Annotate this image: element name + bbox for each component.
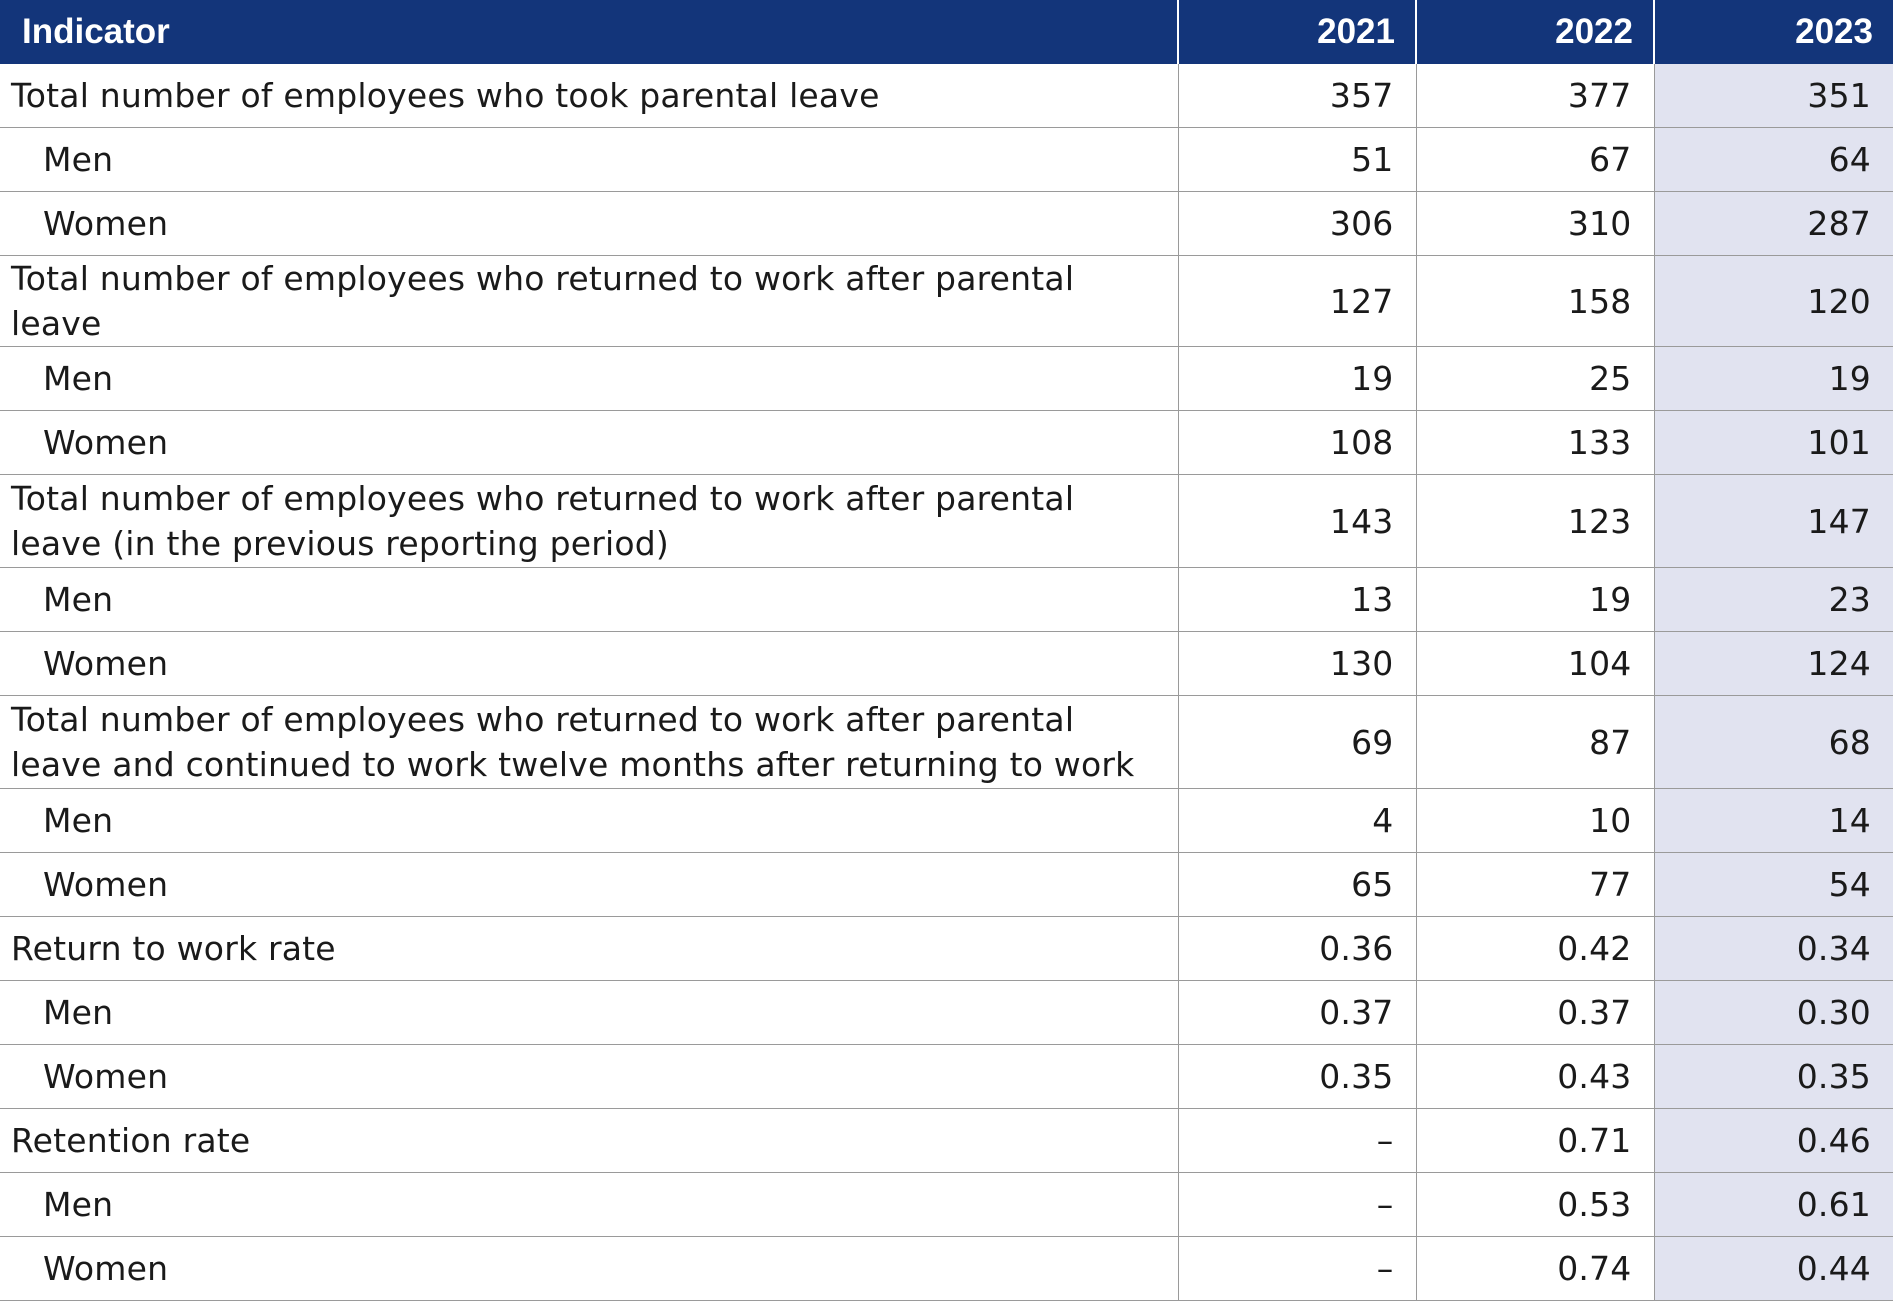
- value-2022: 0.43: [1416, 1045, 1654, 1109]
- row-label: Men: [0, 1173, 1178, 1237]
- value-2021: –: [1178, 1173, 1416, 1237]
- table-row: [0, 64, 1893, 128]
- row-label: Men: [0, 568, 1178, 632]
- row-label: Women: [0, 853, 1178, 917]
- value-2022: 0.71: [1416, 1109, 1654, 1173]
- value-2022: 0.74: [1416, 1237, 1654, 1301]
- row-label: Retention rate: [0, 1109, 1178, 1173]
- value-2023: 0.35: [1654, 1045, 1893, 1109]
- row-label: Women: [0, 632, 1178, 696]
- row-label: Men: [0, 128, 1178, 192]
- value-2023: 23: [1654, 568, 1893, 632]
- row-label: Women: [0, 192, 1178, 256]
- value-2022: 377: [1416, 64, 1654, 128]
- value-2021: 0.36: [1178, 917, 1416, 981]
- value-2023: 14: [1654, 789, 1893, 853]
- value-2021: 51: [1178, 128, 1416, 192]
- value-2021: 0.37: [1178, 981, 1416, 1045]
- table-row: [0, 917, 1893, 981]
- row-label: Men: [0, 347, 1178, 411]
- value-2022: 123: [1416, 475, 1654, 568]
- value-2021: 19: [1178, 347, 1416, 411]
- value-2021: –: [1178, 1109, 1416, 1173]
- header-2021: 2021: [1178, 0, 1416, 64]
- value-2021: 143: [1178, 475, 1416, 568]
- value-2022: 0.53: [1416, 1173, 1654, 1237]
- table-row: [0, 411, 1893, 475]
- header-2022: 2022: [1416, 0, 1654, 64]
- row-label: Men: [0, 789, 1178, 853]
- header-2023: 2023: [1654, 0, 1893, 64]
- value-2023: 101: [1654, 411, 1893, 475]
- value-2021: 0.35: [1178, 1045, 1416, 1109]
- value-2023: 19: [1654, 347, 1893, 411]
- value-2022: 87: [1416, 696, 1654, 789]
- table-row: [0, 256, 1893, 347]
- value-2021: 69: [1178, 696, 1416, 789]
- value-2022: 25: [1416, 347, 1654, 411]
- value-2022: 67: [1416, 128, 1654, 192]
- row-label: Total number of employees who returned to work after parental leave (in the previous reporting period): [0, 475, 1178, 568]
- value-2023: 0.34: [1654, 917, 1893, 981]
- value-2022: 19: [1416, 568, 1654, 632]
- table-row: [0, 1173, 1893, 1237]
- table-row: [0, 568, 1893, 632]
- value-2023: 0.44: [1654, 1237, 1893, 1301]
- value-2023: 351: [1654, 64, 1893, 128]
- value-2023: 0.30: [1654, 981, 1893, 1045]
- value-2021: –: [1178, 1237, 1416, 1301]
- value-2021: 127: [1178, 256, 1416, 347]
- table-row: [0, 981, 1893, 1045]
- value-2022: 158: [1416, 256, 1654, 347]
- value-2023: 0.61: [1654, 1173, 1893, 1237]
- table-row: [0, 128, 1893, 192]
- value-2022: 310: [1416, 192, 1654, 256]
- value-2021: 130: [1178, 632, 1416, 696]
- value-2023: 54: [1654, 853, 1893, 917]
- header-indicator: Indicator: [0, 0, 1178, 64]
- value-2023: 147: [1654, 475, 1893, 568]
- value-2021: 4: [1178, 789, 1416, 853]
- table-row: [0, 1237, 1893, 1301]
- value-2022: 10: [1416, 789, 1654, 853]
- value-2023: 120: [1654, 256, 1893, 347]
- row-label: Women: [0, 1237, 1178, 1301]
- value-2023: 64: [1654, 128, 1893, 192]
- row-label: Total number of employees who returned to work after parental leave: [0, 256, 1178, 347]
- table-row: [0, 1109, 1893, 1173]
- row-label: Total number of employees who took parental leave: [0, 64, 1178, 128]
- value-2023: 124: [1654, 632, 1893, 696]
- value-2021: 357: [1178, 64, 1416, 128]
- row-label: Total number of employees who returned to work after parental leave and continued to work twelve months after returning to work: [0, 696, 1178, 789]
- table-row: [0, 475, 1893, 568]
- row-label: Return to work rate: [0, 917, 1178, 981]
- value-2023: 68: [1654, 696, 1893, 789]
- value-2022: 133: [1416, 411, 1654, 475]
- table-row: [0, 696, 1893, 789]
- value-2022: 0.42: [1416, 917, 1654, 981]
- row-label: Women: [0, 1045, 1178, 1109]
- value-2022: 104: [1416, 632, 1654, 696]
- table-row: [0, 632, 1893, 696]
- table-row: [0, 789, 1893, 853]
- value-2022: 0.37: [1416, 981, 1654, 1045]
- header-row: [0, 0, 1893, 64]
- value-2022: 77: [1416, 853, 1654, 917]
- row-label: Men: [0, 981, 1178, 1045]
- row-label: Women: [0, 411, 1178, 475]
- table-header: [0, 0, 1893, 64]
- value-2021: 65: [1178, 853, 1416, 917]
- table-body: [0, 64, 1893, 1301]
- table-row: [0, 1045, 1893, 1109]
- value-2023: 287: [1654, 192, 1893, 256]
- table-row: [0, 192, 1893, 256]
- table-row: [0, 347, 1893, 411]
- value-2021: 13: [1178, 568, 1416, 632]
- value-2021: 306: [1178, 192, 1416, 256]
- table-row: [0, 853, 1893, 917]
- value-2023: 0.46: [1654, 1109, 1893, 1173]
- value-2021: 108: [1178, 411, 1416, 475]
